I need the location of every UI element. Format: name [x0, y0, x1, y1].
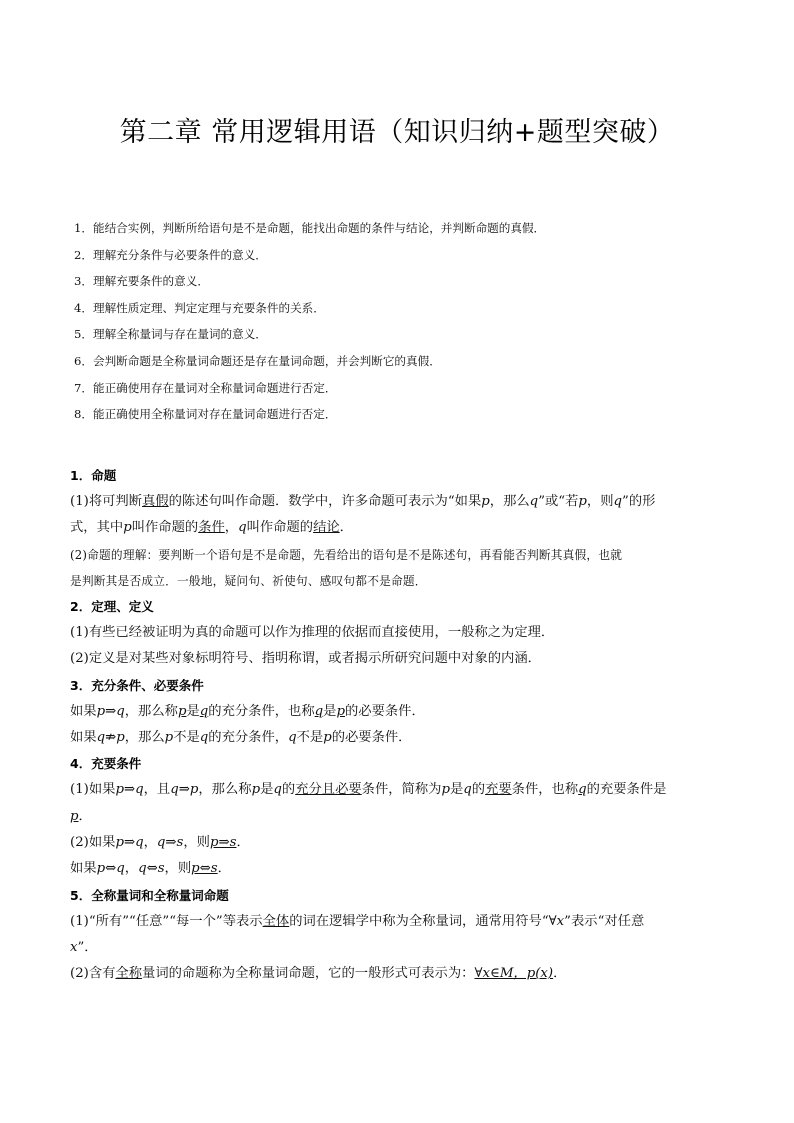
goal-item: 7．能正确使用存在量词对全称量词命题进行否定． [74, 380, 337, 395]
goal-item: 1．能结合实例，判断所给语句是不是命题，能找出命题的条件与结论，并判断命题的真假． [74, 221, 546, 235]
paragraph: x”． [70, 939, 98, 955]
paragraph: 如果p⇒q，那么称p是q的充分条件，也称q是p的必要条件． [70, 703, 425, 719]
paragraph: 是判断其是否成立．一般地，疑问句、祈使句、感叹句都不是命题． [70, 573, 427, 588]
section-heading-universal-quantifier: 5．全称量词和全称量词命题 [70, 887, 229, 903]
section-heading-necessary-sufficient: 4．充要条件 [70, 756, 142, 772]
page-title: 第二章 常用逻辑用语（知识归纳+题型突破） [119, 117, 675, 148]
paragraph: (2)如果p⇒q，q⇒s，则p⇒s． [70, 834, 250, 850]
goal-item: 3．理解充要条件的意义． [74, 274, 209, 289]
paragraph: (2)含有全称量词的命题称为全称量词命题，它的一般形式可表示为：∀x∈M，p(x)． [70, 966, 567, 982]
paragraph: 如果q⇏p，那么p不是q的充分条件，q不是p的必要条件． [70, 730, 412, 746]
paragraph: (1)“所有”“任意”“每一个”等表示全体的词在逻辑学中称为全称量词，通常用符号“∀x”表示“对任意 [70, 913, 645, 929]
paragraph: (2)定义是对某些对象标明符号、指明称谓，或者揭示所研究问题中对象的内涵． [70, 651, 541, 667]
goal-item: 5．理解全称量词与存在量词的意义． [74, 327, 267, 342]
paragraph: (2)命题的理解：要判断一个语句是不是命题，先看给出的语句是不是陈述句，再看能否判断其真假，也就 [70, 547, 623, 562]
paragraph: (1)将可判断真假的陈述句叫作命题．数学中，许多命题可表示为“如果p，那么q”或“若p，则q”的形 [70, 494, 656, 509]
paragraph: 式，其中p叫作命题的条件，q叫作命题的结论． [70, 520, 353, 536]
section-heading-theorem-definition: 2．定理、定义 [70, 599, 154, 615]
goal-item: 6．会判断命题是全称量词命题还是存在量词命题，并会判断它的真假． [74, 353, 441, 368]
learning-goals-list [74, 218, 734, 431]
section-heading-sufficient-necessary: 3．充分条件、必要条件 [70, 677, 204, 693]
knowledge-summary [70, 463, 734, 987]
goal-item: 8．能正确使用全称量词对存在量词命题进行否定． [74, 407, 337, 422]
paragraph: (1)如果p⇒q，且q⇒p，那么称p是q的充分且必要条件，简称为p是q的充要条件，也称q的充要条件是 [70, 782, 667, 798]
paragraph: p． [70, 808, 92, 824]
goal-item: 4．理解性质定理、判定定理与充要条件的关系． [74, 300, 325, 315]
section-heading-proposition: 1．命题 [70, 468, 117, 483]
goal-item: 2．理解充分条件与必要条件的意义． [74, 247, 267, 262]
paragraph: (1)有些已经被证明为真的命题可以作为推理的依据而直接使用，一般称之为定理． [70, 625, 555, 641]
paragraph: 如果p⇔q，q⇔s，则p⇔s． [70, 861, 231, 877]
